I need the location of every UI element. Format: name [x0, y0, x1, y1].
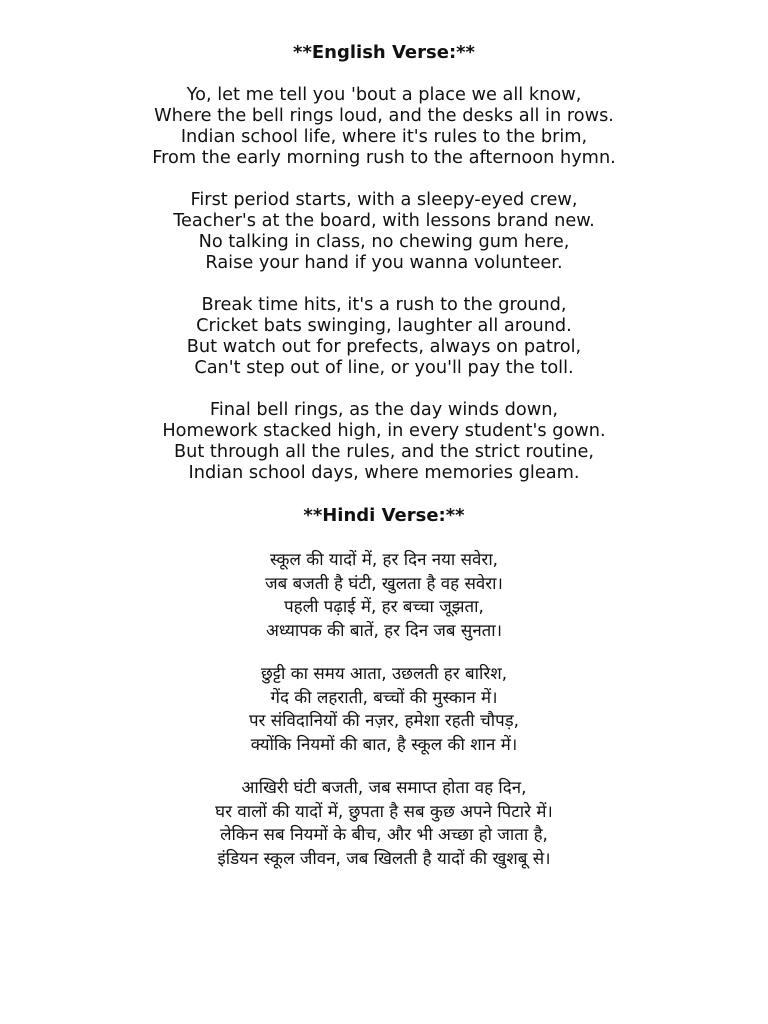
verse-line: Where the bell rings loud, and the desks all in rows. [154, 106, 614, 126]
verse-line: From the early morning rush to the afternoon hymn. [152, 148, 616, 168]
hindi-stanza-2 [0, 662, 768, 756]
verse-line: अध्यापक की बातें, हर दिन जब सुनता। [265, 619, 503, 640]
verse-line: No talking in class, no chewing gum here, [198, 232, 570, 252]
english-stanza-2 [0, 190, 768, 274]
verse-line: पहली पढ़ाई में, हर बच्चा जूझता, [284, 596, 484, 616]
english-stanza-1 [0, 85, 768, 169]
verse-line: But watch out for prefects, always on patrol, [186, 337, 582, 357]
verse-line: Raise your hand if you wanna volunteer. [205, 253, 563, 273]
verse-line: Can't step out of line, or you'll pay the toll. [194, 358, 574, 378]
english-verse-heading: **English Verse:** [293, 42, 475, 63]
verse-line: लेकिन सब नियमों के बीच, और भी अच्छा हो जाता है, [220, 824, 548, 844]
verse-line: First period starts, with a sleepy-eyed crew, [190, 190, 578, 210]
verse-line: जब बजती है घंटी, खुलता है वह सवेरा। [265, 572, 503, 593]
verse-line: छुट्टी का समय आता, उछलती हर बारिश, [260, 663, 508, 683]
document-page [0, 42, 768, 890]
verse-line: But through all the rules, and the strict routine, [173, 442, 595, 462]
hindi-stanza-1 [0, 548, 768, 642]
verse-line: पर संविदानियों की नज़र, हमेशा रहती चौपड़, [248, 710, 520, 730]
verse-line: Yo, let me tell you 'bout a place we all know, [186, 85, 582, 105]
verse-line: घर वालों की यादों में, छुपता है सब कुछ अपने पिटारे में। [215, 800, 553, 821]
hindi-verse-heading: **Hindi Verse:** [303, 505, 465, 526]
verse-line: आखिरी घंटी बजती, जब समाप्त होता वह दिन, [241, 777, 527, 797]
verse-line: क्योंकि नियमों की बात, है स्कूल की शान में। [250, 733, 518, 754]
verse-line: इंडियन स्कूल जीवन, जब खिलती है यादों की खुशबू से। [217, 847, 551, 868]
verse-line: Homework stacked high, in every student's gown. [162, 421, 606, 441]
verse-line: Break time hits, it's a rush to the ground, [201, 295, 567, 315]
verse-line: स्कूल की यादों में, हर दिन नया सवेरा, [269, 549, 499, 569]
verse-line: Cricket bats swinging, laughter all around. [196, 316, 572, 336]
hindi-stanza-3 [0, 776, 768, 870]
verse-line: गेंद की लहराती, बच्चों की मुस्कान में। [270, 686, 498, 707]
verse-line: Indian school days, where memories gleam. [188, 463, 580, 483]
verse-line: Indian school life, where it's rules to the brim, [180, 127, 588, 147]
english-stanza-3 [0, 295, 768, 379]
english-stanza-4 [0, 400, 768, 484]
verse-line: Final bell rings, as the day winds down, [209, 400, 559, 420]
verse-line: Teacher's at the board, with lessons brand new. [173, 211, 595, 231]
